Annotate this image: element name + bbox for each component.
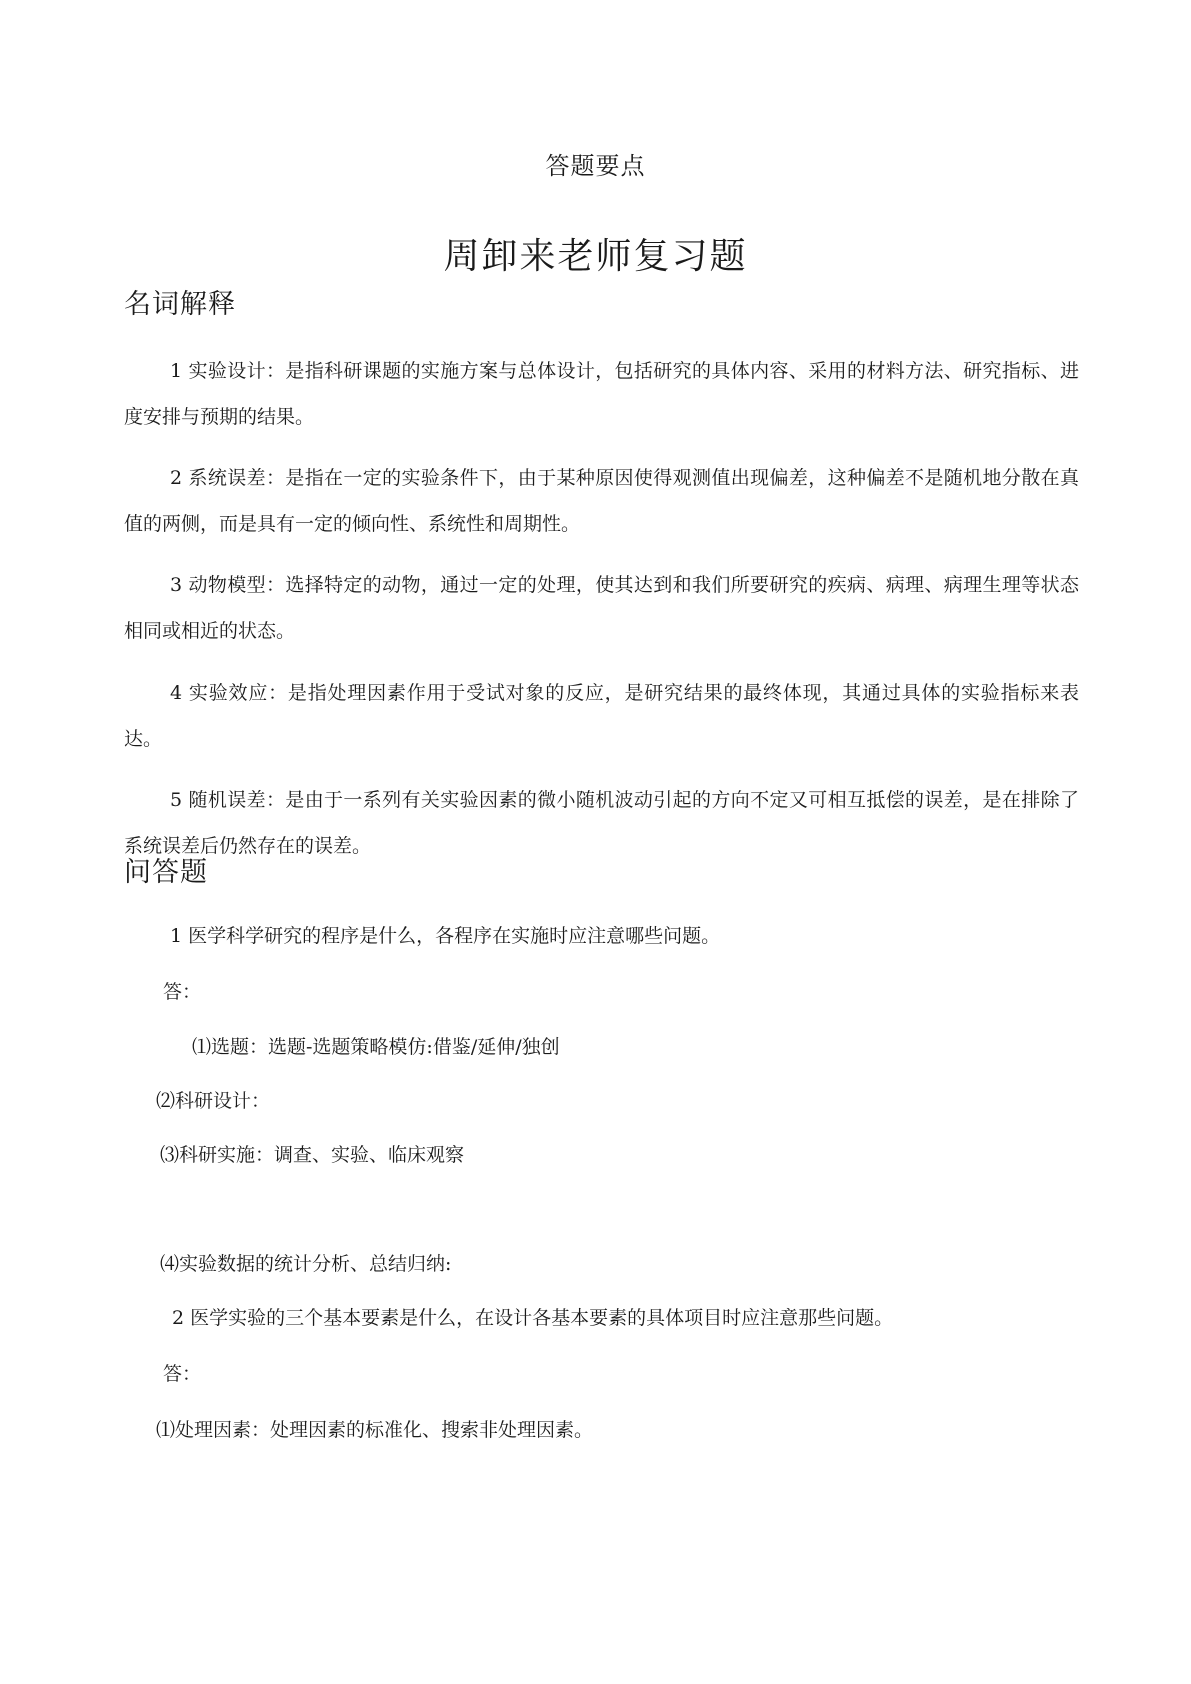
section-heading-terms: 名词解释 xyxy=(124,289,236,320)
document-subtitle: 答题要点 xyxy=(545,152,646,180)
term-definition: 1 实验设计：是指科研课题的实施方案与总体设计，包括研究的具体内容、采用的材料方法、研究指标、进度安排与预期的结果。 xyxy=(124,360,1079,428)
answer-label: 答： xyxy=(163,1363,202,1385)
document-title: 周卸来老师复习题 xyxy=(443,236,748,277)
section-heading-qa: 问答题 xyxy=(124,857,208,888)
term-definition: 4 实验效应：是指处理因素作用于受试对象的反应，是研究结果的最终体现，其通过具体的实验指标来表达。 xyxy=(124,682,1079,750)
term-definition: 3 动物模型：选择特定的动物，通过一定的处理，使其达到和我们所要研究的疾病、病理、病理生理等状态相同或相近的状态。 xyxy=(124,574,1079,642)
question-2: 2 医学实验的三个基本要素是什么，在设计各基本要素的具体项目时应注意那些问题。 xyxy=(172,1307,894,1329)
answer-step: ⑴选题：选题-选题策略模仿:借鉴/延伸/独创 xyxy=(192,1036,560,1058)
term-definition: 5 随机误差：是由于一系列有关实验因素的微小随机波动引起的方向不定又可相互抵偿的误差，是在排除了系统误差后仍然存在的误差。 xyxy=(124,789,1079,857)
answer-step: ⑶科研实施：调查、实验、临床观察 xyxy=(160,1144,465,1166)
term-definition: 2 系统误差：是指在一定的实验条件下，由于某种原因使得观测值出现偏差，这种偏差不是随机地分散在真值的两侧，而是具有一定的倾向性、系统性和周期性。 xyxy=(124,467,1079,535)
answer-step: ⑵科研设计： xyxy=(156,1090,271,1112)
answer-step: ⑴处理因素：处理因素的标准化、搜索非处理因素。 xyxy=(156,1419,594,1441)
answer-label: 答： xyxy=(163,981,202,1003)
answer-step: ⑷实验数据的统计分析、总结归纳: xyxy=(160,1253,452,1275)
question-1: 1 医学科学研究的程序是什么，各程序在实施时应注意哪些问题。 xyxy=(170,925,721,947)
